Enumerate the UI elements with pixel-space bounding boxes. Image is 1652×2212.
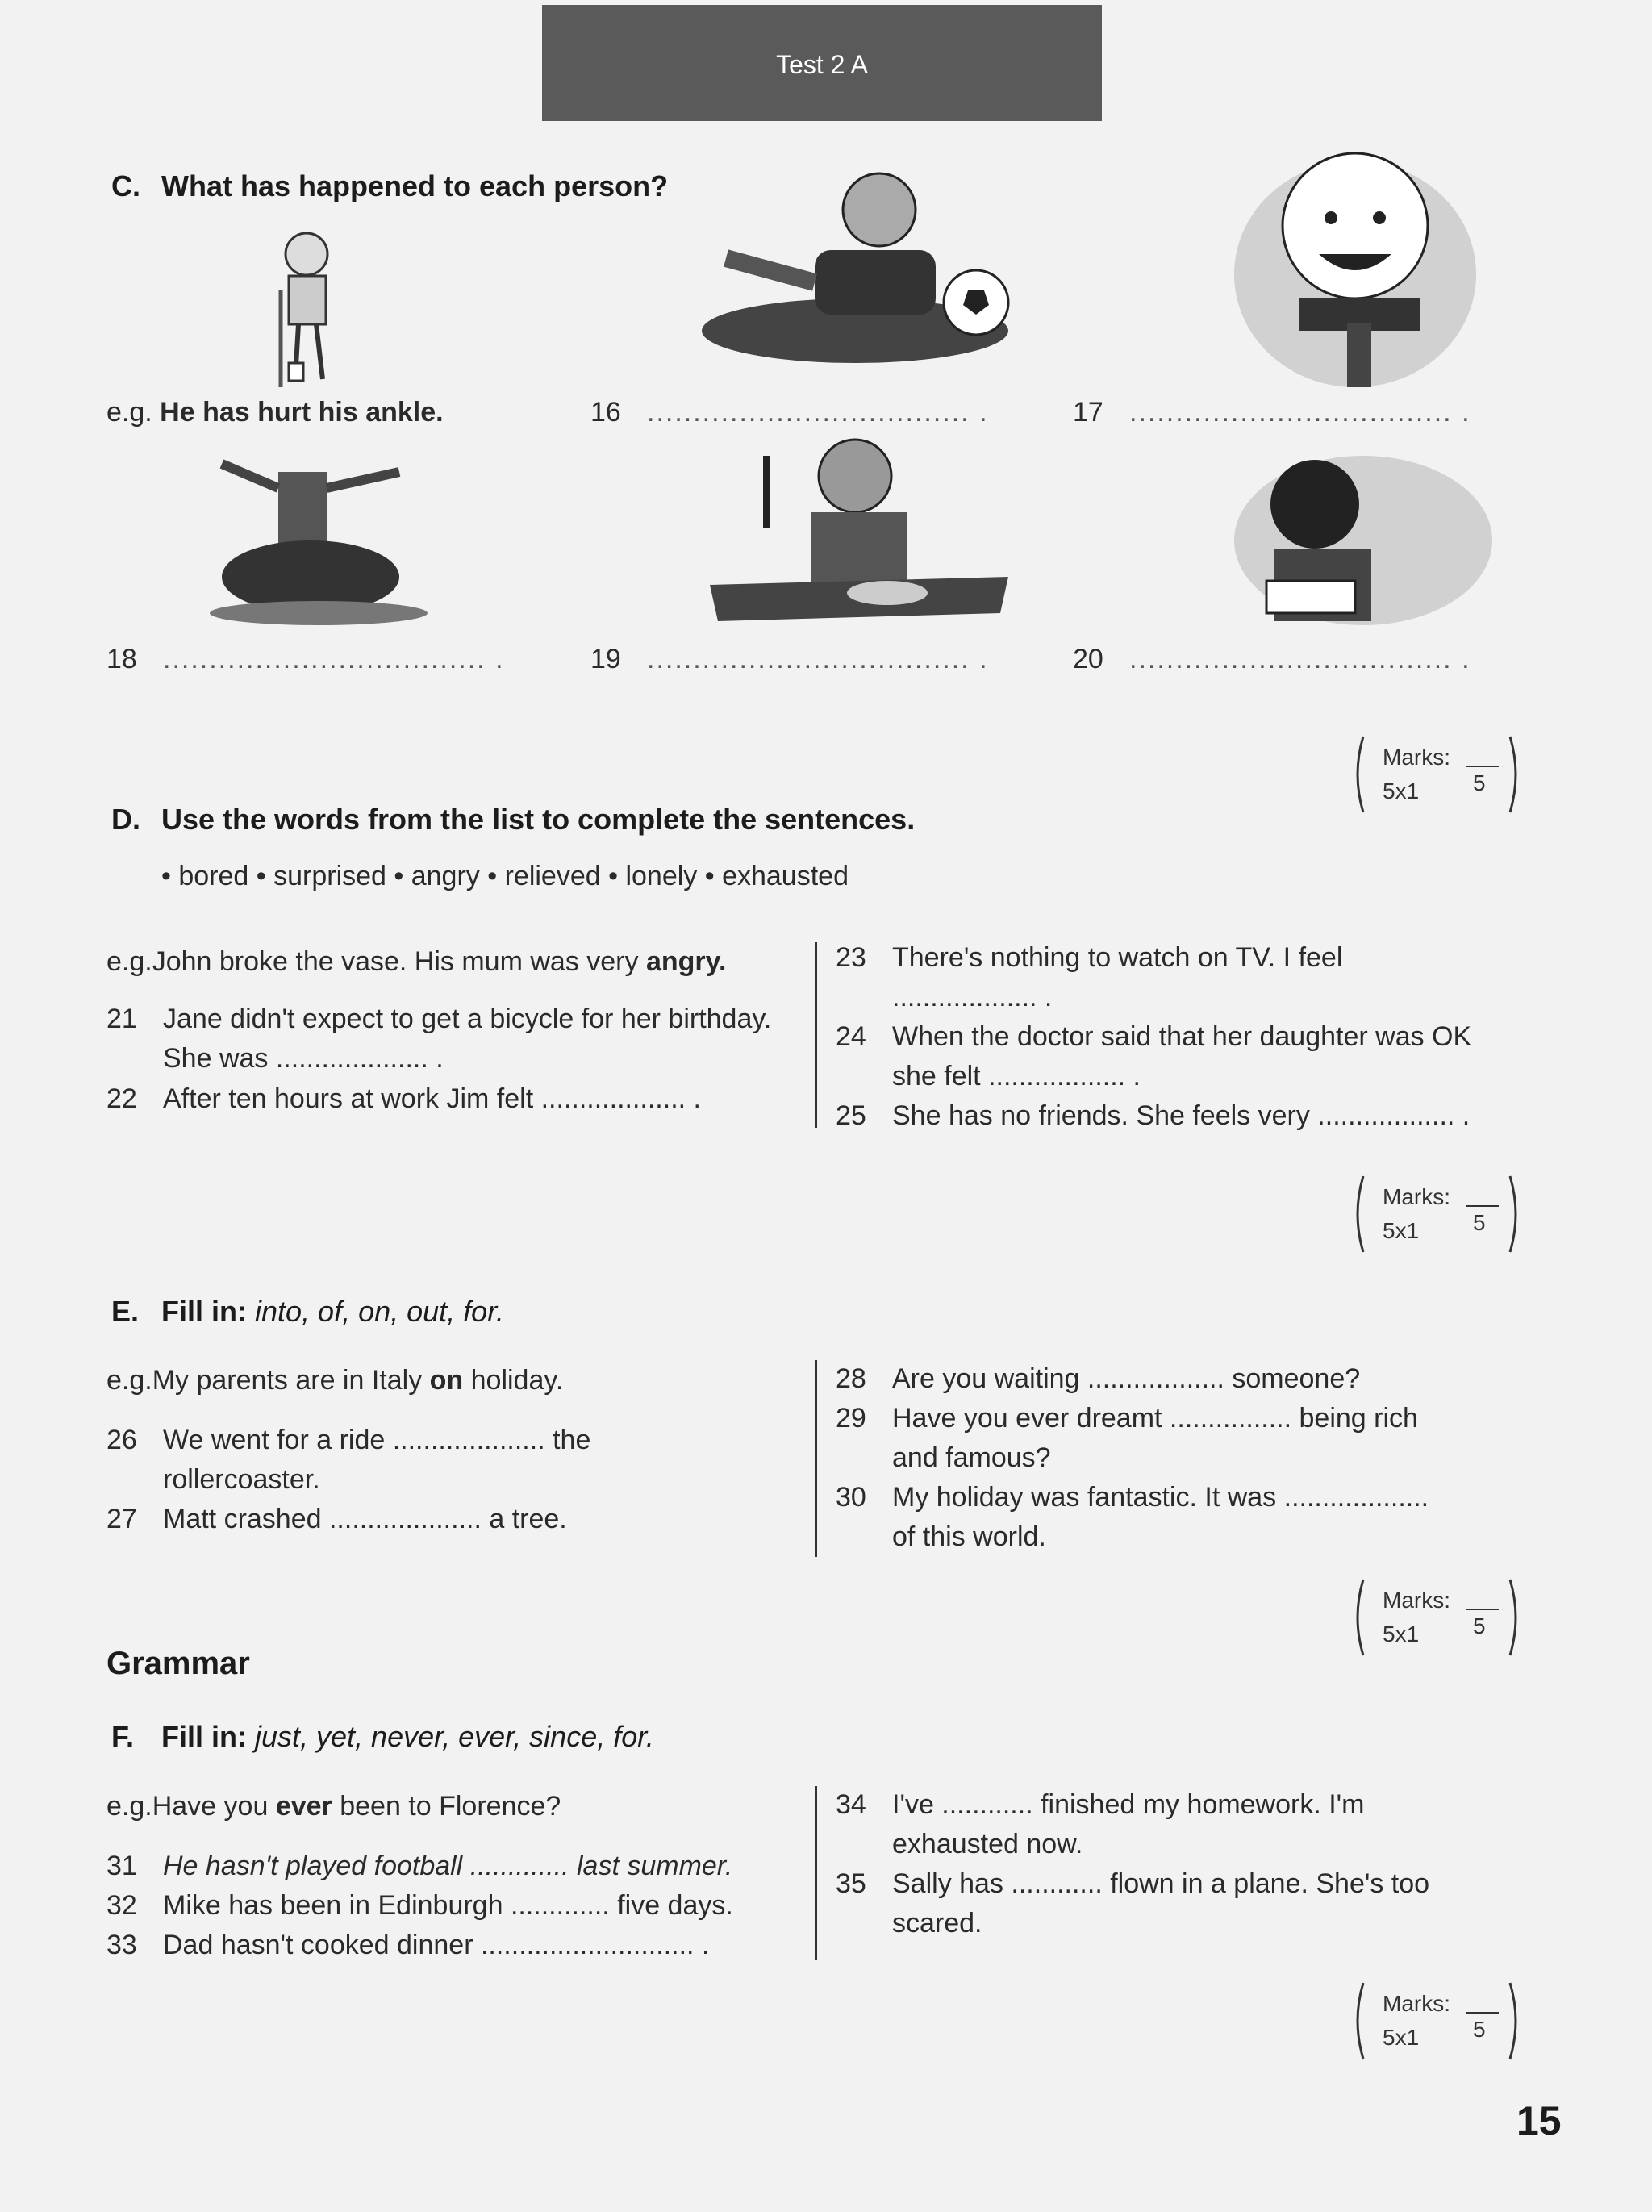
question-24-line2[interactable]: she felt .................. . [892,1061,1141,1091]
column-divider-d [815,942,817,1128]
question-25[interactable]: 25 She has no friends. She feels very .................. . [836,1100,1471,1131]
question-26[interactable]: 26 We went for a ride .................... the [106,1425,591,1455]
question-26-line2: rollercoaster. [163,1464,320,1495]
question-35-line2: scared. [892,1908,982,1939]
boy-crutch-illustration [257,226,369,395]
question-21[interactable]: 21 Jane didn't expect to get a bicycle for her birthday. [106,1004,772,1034]
item-16[interactable]: 16 ................................... . [590,397,989,428]
question-28[interactable]: 28 Are you waiting .................. someone? [836,1363,1361,1394]
page-number: 15 [1516,2098,1562,2143]
question-33[interactable]: 33 Dad hasn't cooked dinner ............................ . [106,1930,710,1960]
section-f-heading: F. Fill in: just, yet, never, ever, since, for. [111,1720,654,1753]
question-24[interactable]: 24 When the doctor said that her daughter was OK [836,1021,1472,1052]
section-e-heading: E. Fill in: into, of, on, out, for. [111,1295,504,1328]
marks-box-c: Marks: 5x1 5 [1352,730,1521,819]
example-e: e.g.My parents are in Italy on holiday. [106,1365,564,1396]
example-c-answer: He has hurt his ankle. [160,397,444,428]
question-35[interactable]: 35 Sally has ............ flown in a plane. She's too [836,1868,1430,1899]
question-29[interactable]: 29 Have you ever dreamt ................ being rich [836,1403,1418,1434]
example-f: e.g.Have you ever been to Florence? [106,1791,561,1822]
section-f-words: just, yet, never, ever, since, for. [255,1720,654,1753]
question-30-line2: of this world. [892,1521,1046,1552]
column-divider-e [815,1360,817,1557]
word-list-d: • bored • surprised • angry • relieved • lonely • exhausted [161,861,849,891]
section-d-heading: D. Use the words from the list to complete the sentences. [111,803,916,836]
item-20[interactable]: 20 ................................... . [1073,644,1471,674]
section-c-instruction: What has happened to each person? [161,169,669,202]
section-d-instruction: Use the words from the list to complete the sentences. [161,803,916,836]
marks-box-f: Marks: 5x1 5 [1352,1976,1521,2065]
section-e-words: into, of, on, out, for. [255,1295,504,1328]
question-21-line2[interactable]: She was .................... . [163,1043,444,1074]
question-29-line2: and famous? [892,1442,1051,1473]
example-c: e.g. He has hurt his ankle. [106,397,444,428]
question-34[interactable]: 34 I've ............ finished my homework. I'm [836,1789,1365,1820]
car-crash-tree-illustration [206,456,432,633]
marks-box-d: Marks: 5x1 5 [1352,1170,1521,1258]
question-22[interactable]: 22 After ten hours at work Jim felt ................... . [106,1083,701,1114]
question-34-line2: exhausted now. [892,1829,1083,1859]
test-title: Test 2 A [776,50,868,79]
question-23[interactable]: 23 There's nothing to watch on TV. I feel [836,942,1343,973]
footballer-injured-illustration [694,161,1016,379]
section-c-heading: C. What has happened to each person? [111,169,669,202]
item-19[interactable]: 19 ................................... . [590,644,989,674]
question-23-line2[interactable]: ................... . [892,982,1053,1012]
test-header-bar [542,5,1102,121]
marks-box-e: Marks: 5x1 5 [1352,1573,1521,1662]
boy-knife-cut-illustration [702,432,1016,625]
item-18[interactable]: 18 ................................... . [106,644,505,674]
boy-scarf-illustration [1226,137,1492,395]
question-30[interactable]: 30 My holiday was fantastic. It was ................... [836,1482,1429,1513]
example-d: e.g.John broke the vase. His mum was very angry. [106,946,727,977]
boy-arm-sling-illustration [1226,444,1500,629]
question-32[interactable]: 32 Mike has been in Edinburgh ............. five days. [106,1890,733,1921]
column-divider-f [815,1786,817,1960]
question-31[interactable]: 31 He hasn't played football ............. last summer. [106,1851,733,1881]
item-17[interactable]: 17 ................................... . [1073,397,1471,428]
question-27[interactable]: 27 Matt crashed .................... a tree. [106,1504,567,1534]
grammar-heading: Grammar [106,1646,250,1681]
